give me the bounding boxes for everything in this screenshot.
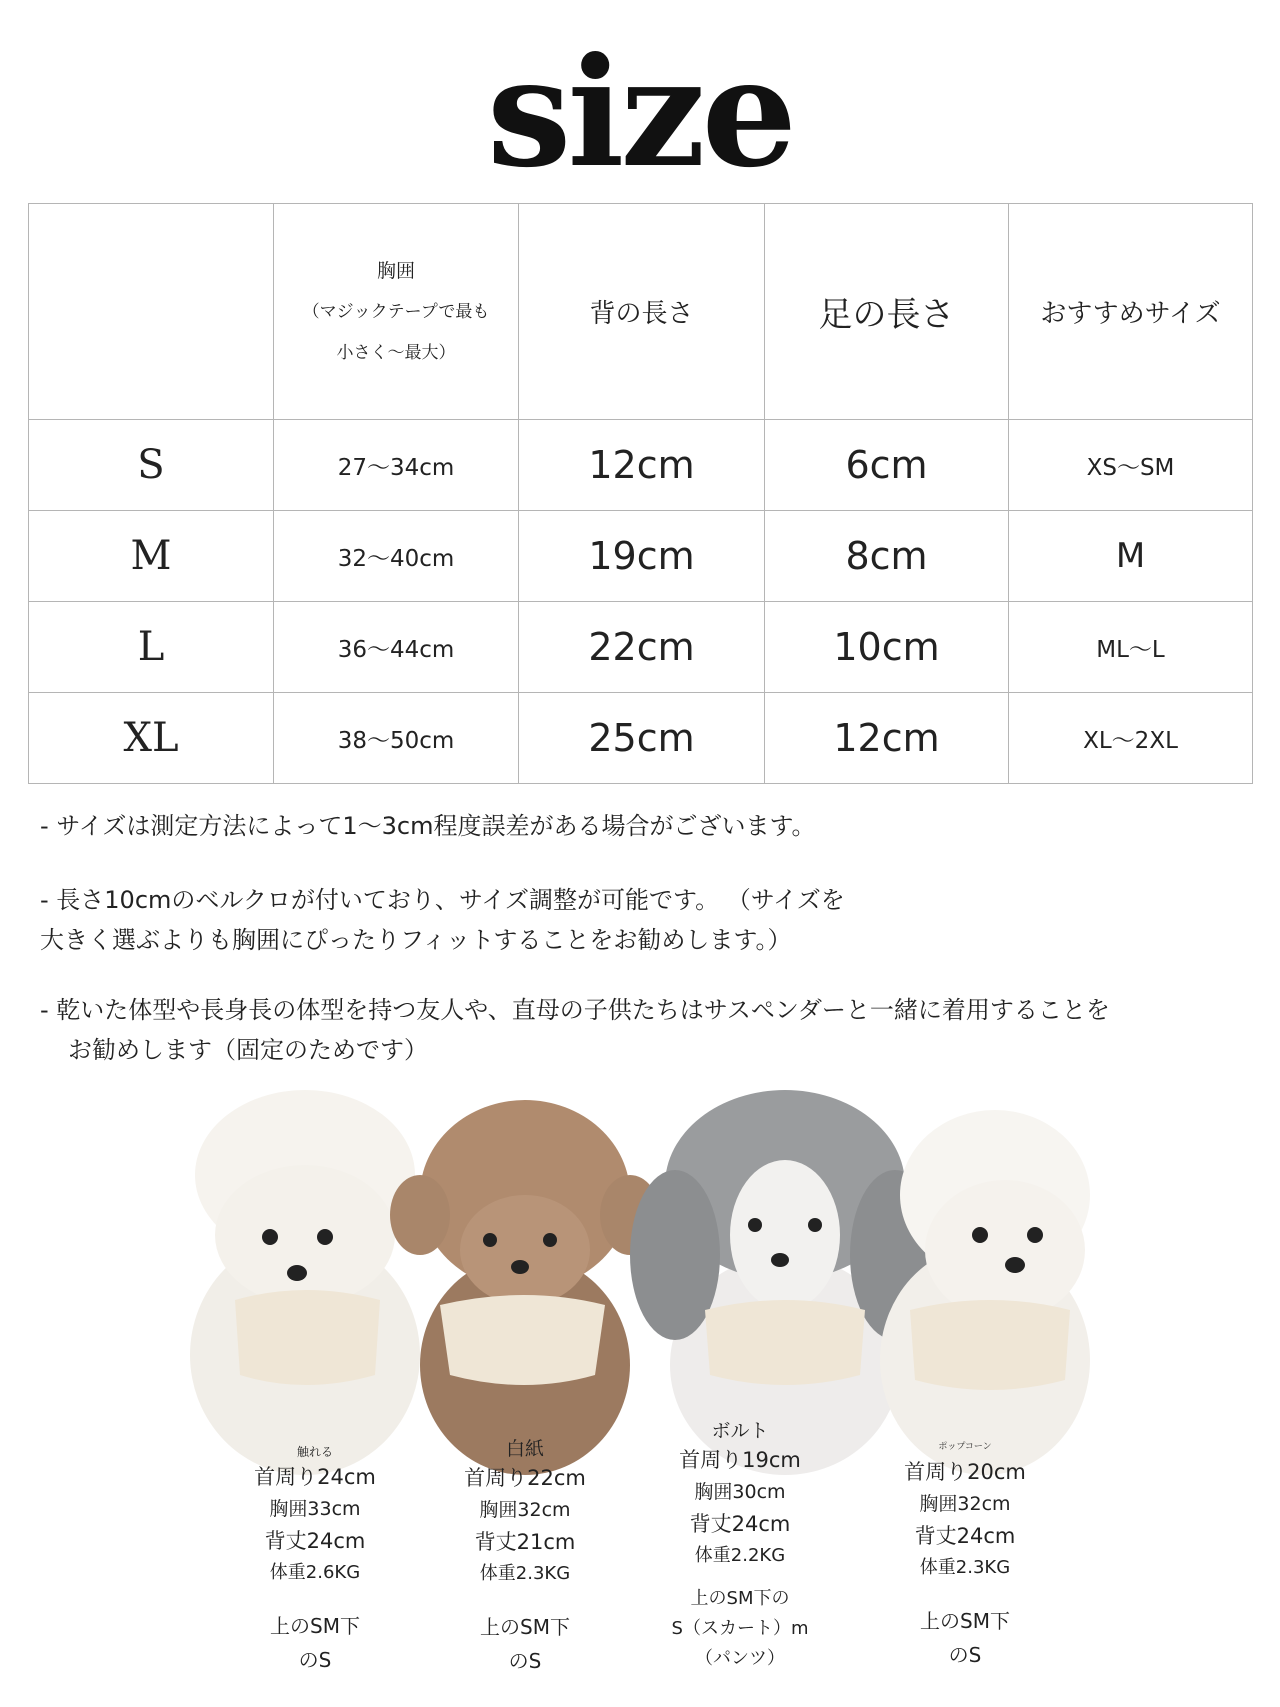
recommended-value: XS〜SM (1009, 420, 1253, 511)
dog-wear-line2: のS (298, 1648, 332, 1672)
leg-value: 8cm (765, 511, 1009, 602)
dog-chest: 胸囲33cm (269, 1498, 361, 1520)
table-row (29, 602, 1253, 693)
chest-value: 38〜50cm (274, 693, 519, 784)
header-back-length: 背の長さ (519, 204, 765, 420)
recommended-value: XL〜2XL (1009, 693, 1253, 784)
table-header-row (29, 204, 1253, 420)
back-value: 12cm (519, 420, 765, 511)
size-label: S (29, 420, 274, 511)
note-velcro-line1: - 長さ10cmのベルクロが付いており、サイズ調整が可能です。 （サイズを (40, 886, 845, 914)
dog-name: 触れる (296, 1445, 333, 1459)
leg-value: 10cm (765, 602, 1009, 693)
back-value: 25cm (519, 693, 765, 784)
dog-weight: 体重2.3KG (919, 1557, 1011, 1578)
size-label: L (29, 602, 274, 693)
chest-value: 36〜44cm (274, 602, 519, 693)
table-row (29, 511, 1253, 602)
dog-back: 背丈24cm (689, 1512, 791, 1536)
dog-name: ボルト (711, 1420, 769, 1442)
size-label: XL (29, 693, 274, 784)
dog-wear-line2: のS (508, 1649, 542, 1673)
dog-chest: 胸囲32cm (919, 1493, 1011, 1515)
leg-value: 6cm (765, 420, 1009, 511)
dog-neck: 首周り20cm (904, 1460, 1026, 1484)
header-chest-line1: 胸囲 (376, 259, 415, 282)
note-suspender-line1: - 乾いた体型や長身長の体型を持つ友人や、直母の子供たちはサスペンダーと一緒に着用することを (40, 996, 1110, 1024)
dog-wear-line1: 上のSM下の (690, 1588, 790, 1609)
dog-neck: 首周り19cm (679, 1448, 801, 1472)
dog-caption-3 (640, 1418, 840, 1674)
dog-white-1 (190, 1090, 420, 1475)
recommended-value: ML〜L (1009, 602, 1253, 693)
leg-value: 12cm (765, 693, 1009, 784)
note-velcro-line2: 大きく選ぶよりも胸囲にぴったりフィットすることをお勧めします。） (40, 926, 792, 954)
dog-wear-line2: S（スカート）m (671, 1618, 809, 1639)
note-suspender-line2: お勧めします（固定のためです） (68, 1036, 428, 1064)
header-chest (274, 204, 519, 420)
header-empty-cell (29, 204, 274, 420)
dog-chest: 胸囲32cm (479, 1499, 571, 1521)
dog-back: 背丈24cm (264, 1529, 366, 1553)
header-leg-length: 足の長さ (765, 204, 1009, 420)
table-row (29, 420, 1253, 511)
dog-caption-2 (425, 1436, 625, 1678)
dog-wear-line1: 上のSM下 (920, 1609, 1010, 1633)
dog-back: 背丈21cm (474, 1530, 576, 1554)
header-chest-line3: 小さく〜最大） (336, 342, 456, 363)
header-recommended-size: おすすめサイズ (1009, 204, 1253, 420)
size-table (28, 203, 1253, 784)
dog-caption-4 (865, 1438, 1065, 1672)
back-value: 19cm (519, 511, 765, 602)
dog-name: ポップコーン (938, 1442, 992, 1452)
dog-caption-1 (215, 1443, 415, 1677)
dog-brown (390, 1100, 660, 1475)
dog-neck: 首周り22cm (464, 1466, 586, 1490)
dog-chest: 胸囲30cm (694, 1481, 786, 1503)
note-measurement-error: - サイズは測定方法によって1〜3cm程度誤差がある場合がございます。 (40, 812, 816, 840)
dog-weight: 体重2.3KG (479, 1563, 571, 1584)
dog-weight: 体重2.2KG (694, 1545, 786, 1566)
dog-neck: 首周り24cm (254, 1465, 376, 1489)
dog-wear-line3: （パンツ） (695, 1648, 785, 1669)
dog-wear-line1: 上のSM下 (270, 1614, 360, 1638)
chest-value: 27〜34cm (274, 420, 519, 511)
recommended-value: M (1009, 511, 1253, 602)
size-label: M (29, 511, 274, 602)
dog-wear-line1: 上のSM下 (480, 1615, 570, 1639)
page-title: size (486, 25, 794, 201)
dog-back: 背丈24cm (914, 1524, 1016, 1548)
dog-wear-line2: のS (948, 1643, 982, 1667)
back-value: 22cm (519, 602, 765, 693)
dog-name: 白紙 (505, 1438, 544, 1460)
dog-white-2 (880, 1110, 1090, 1475)
chest-value: 32〜40cm (274, 511, 519, 602)
table-row (29, 693, 1253, 784)
header-chest-line2: （マジックテープで最も (302, 301, 490, 322)
dog-weight: 体重2.6KG (269, 1562, 361, 1583)
